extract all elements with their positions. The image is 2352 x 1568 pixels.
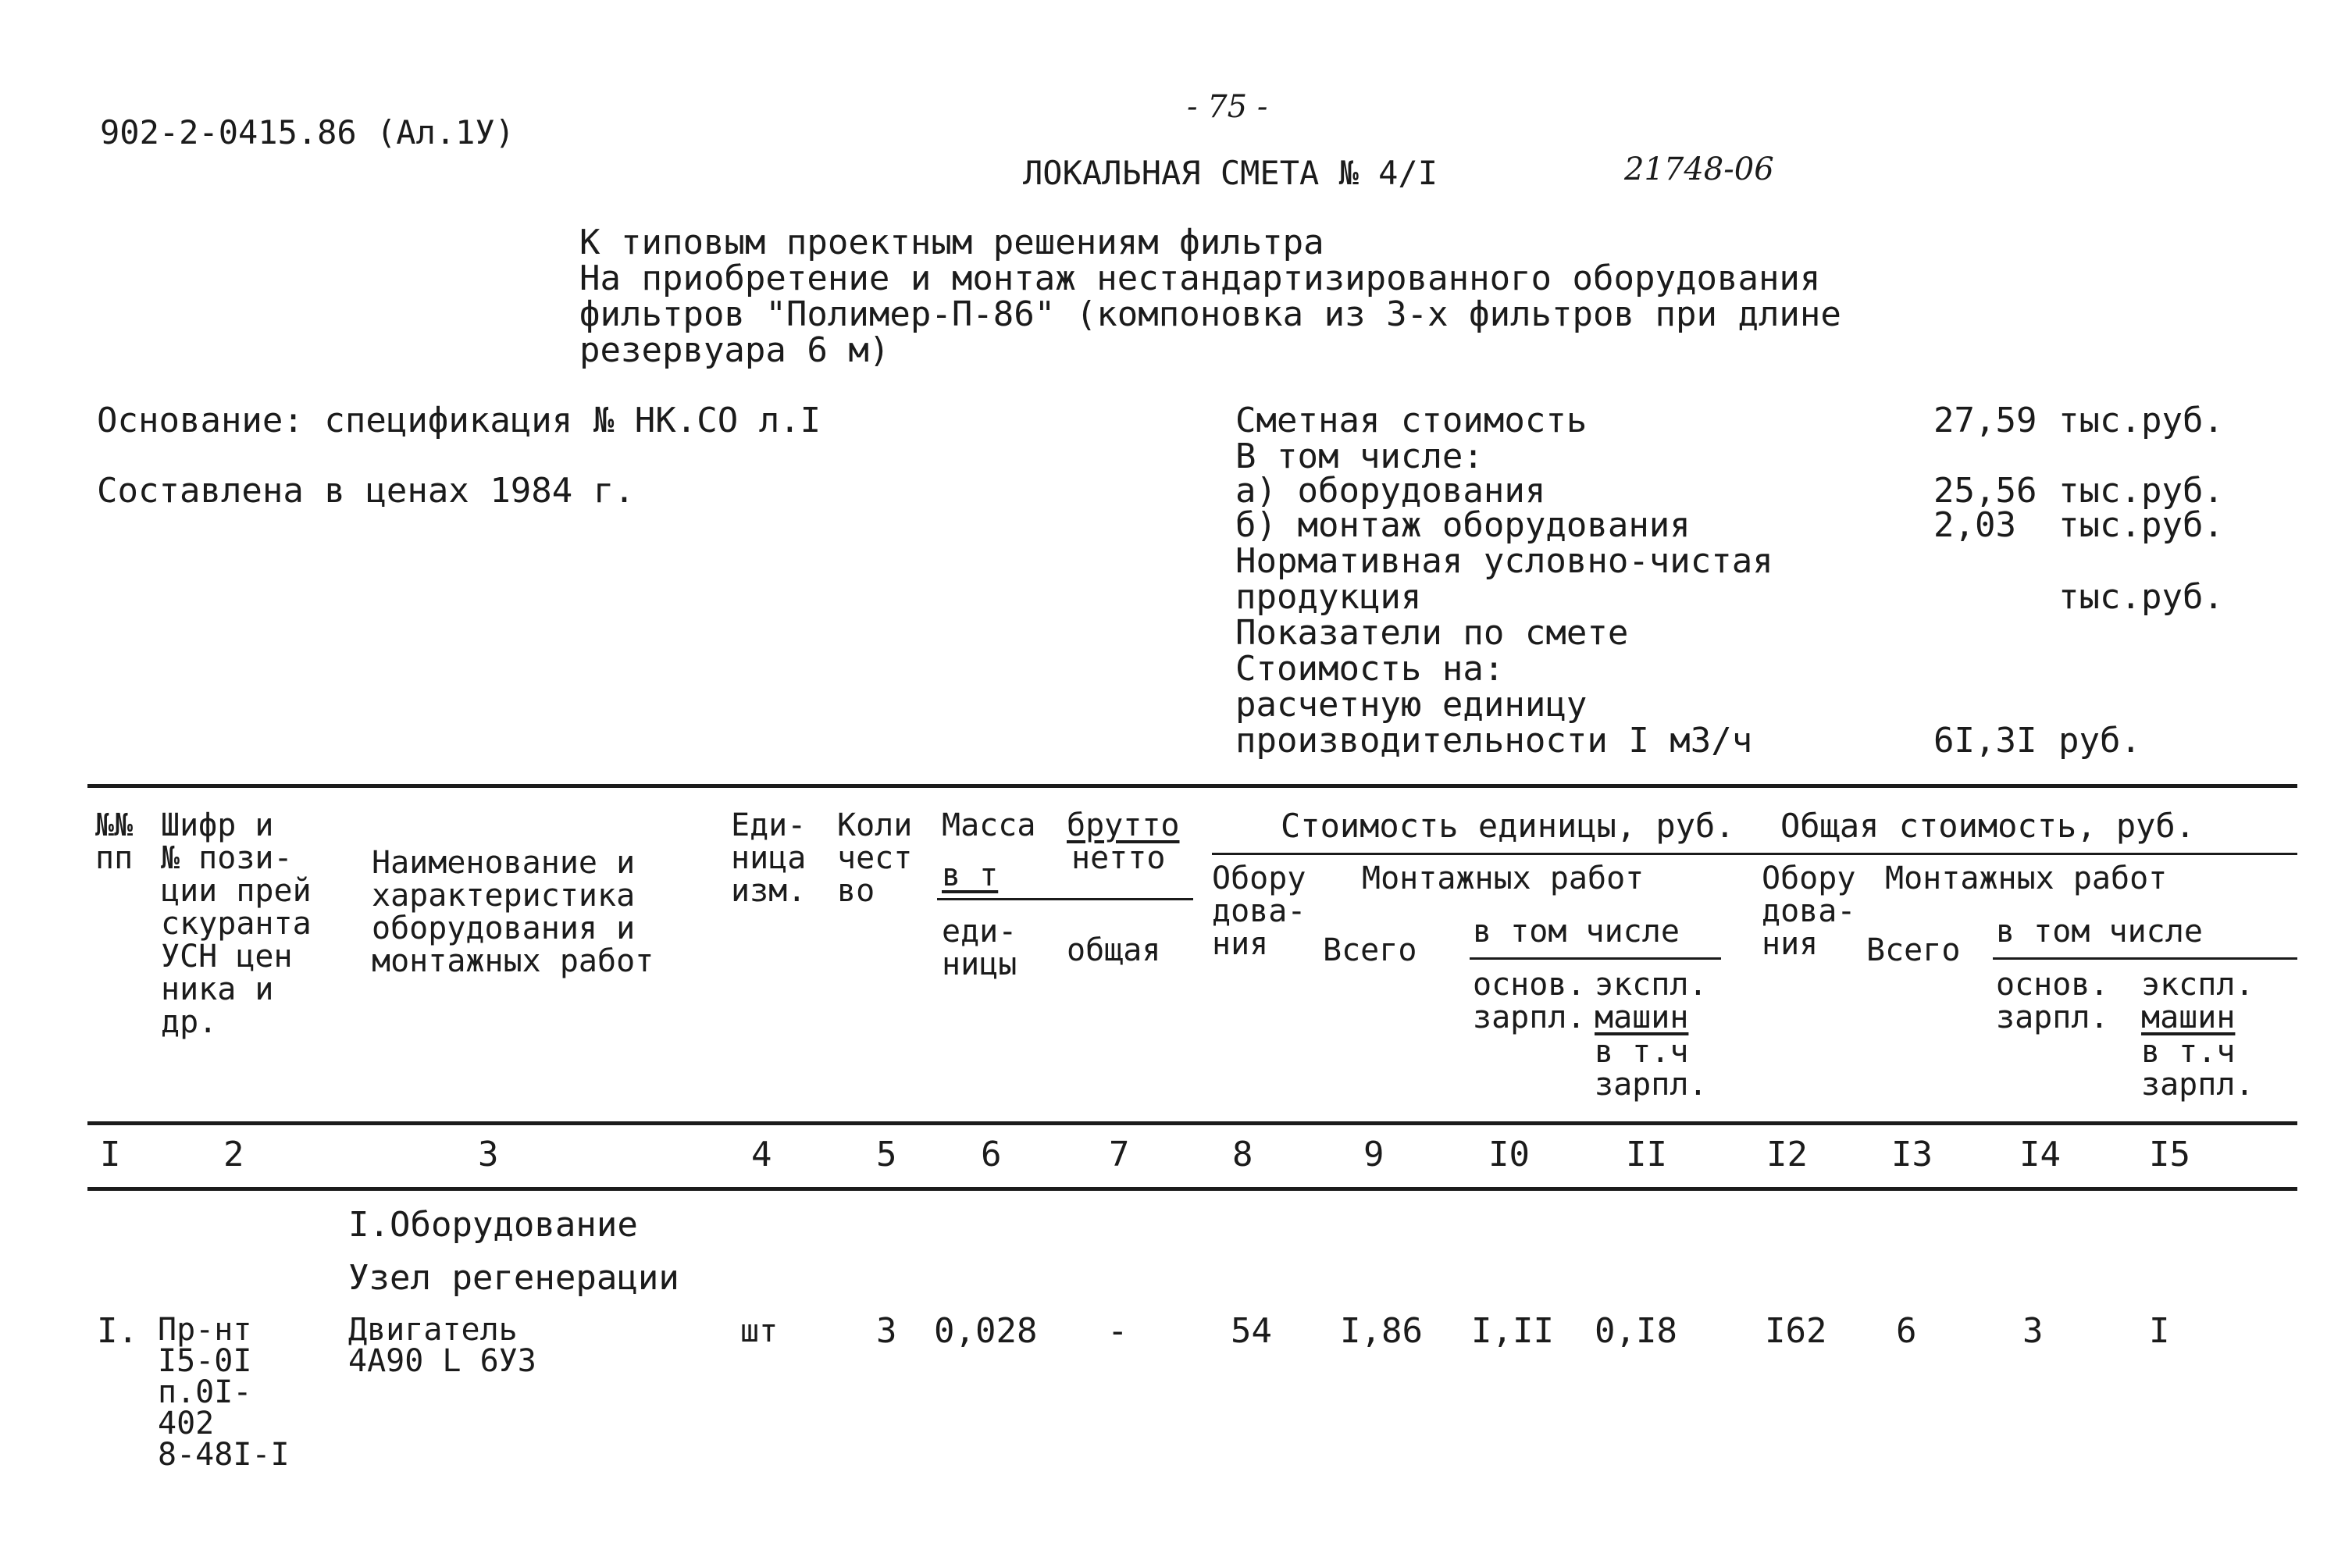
header-total-incl-salary-line1: в т.ч bbox=[2141, 1034, 2236, 1070]
productivity-label: производительности I м3/ч bbox=[1235, 721, 1753, 761]
row-total-machine-ops: I bbox=[2149, 1311, 2170, 1351]
header-total-base-salary-line2: зарпл. bbox=[1996, 1000, 2109, 1035]
normative-unit: тыс.руб. bbox=[2058, 577, 2224, 617]
column-number: 8 bbox=[1232, 1135, 1253, 1174]
row-unit-equipment: 54 bbox=[1231, 1311, 1272, 1351]
header-unit-equipment-line3: ния bbox=[1212, 926, 1269, 962]
header-col3-line4: монтажных работ bbox=[372, 943, 654, 979]
header-total-equipment-line1: Обору bbox=[1762, 861, 1856, 896]
column-numbers-top-rule bbox=[87, 1121, 2297, 1125]
row-total-equipment: I62 bbox=[1765, 1311, 1827, 1351]
handwritten-number: 21748-06 bbox=[1624, 151, 1774, 187]
header-col3-line2: характеристика bbox=[372, 878, 636, 914]
productivity-value: 6I,3I bbox=[1933, 721, 2037, 761]
estimated-cost-label: Сметная стоимость bbox=[1235, 401, 1588, 440]
row-code-line4: 402 bbox=[158, 1406, 215, 1441]
row-unit-base-salary: I,II bbox=[1471, 1311, 1554, 1351]
header-unit-machine-line1: экспл. bbox=[1595, 967, 1708, 1003]
row-code-line1: Пр-нт bbox=[158, 1312, 252, 1348]
installation-cost-value: 2,03 bbox=[1933, 505, 2016, 545]
normative-label-1: Нормативная условно-чистая bbox=[1235, 541, 1773, 581]
header-col2-line2: № пози- bbox=[161, 840, 293, 876]
equipment-cost-value: 25,56 bbox=[1933, 471, 2037, 511]
header-col2-line1: Шифр и bbox=[161, 807, 274, 843]
unit-calc-label: расчетную единицу bbox=[1235, 685, 1588, 725]
cost-title-rule bbox=[1212, 853, 2297, 855]
column-number: I3 bbox=[1891, 1135, 1933, 1174]
header-total-all: Всего bbox=[1866, 932, 1961, 968]
header-unit-installation: Монтажных работ bbox=[1362, 861, 1645, 896]
row-unit: шт bbox=[740, 1313, 779, 1349]
equipment-cost-unit: тыс.руб. bbox=[2058, 471, 2224, 511]
row-code-line5: 8-48I-I bbox=[158, 1437, 290, 1473]
section-regeneration-unit: Узел регенерации bbox=[348, 1258, 679, 1298]
column-number: 4 bbox=[751, 1135, 772, 1174]
document-code: 902-2-0415.86 (Ал.1У) bbox=[100, 113, 515, 151]
column-number: I2 bbox=[1766, 1135, 1808, 1174]
header-col4-line2: ница bbox=[731, 840, 807, 876]
header-unit-including: в том числе bbox=[1473, 914, 1680, 950]
header-mass-in-tons: в т bbox=[942, 857, 999, 893]
normative-label-2: продукция bbox=[1235, 577, 1422, 617]
header-unit-base-salary-line2: зарпл. bbox=[1473, 1000, 1586, 1035]
installation-cost-label: б) монтаж оборудования bbox=[1235, 505, 1691, 545]
column-number: I bbox=[100, 1135, 121, 1174]
header-total-installation: Монтажных работ bbox=[1885, 861, 2168, 896]
header-unit-base-salary-line1: основ. bbox=[1473, 967, 1586, 1003]
estimated-cost-unit: тыс.руб. bbox=[2058, 401, 2224, 440]
total-cost-including-rule bbox=[1993, 957, 2297, 960]
subtitle-line-4: резервуара 6 м) bbox=[579, 330, 890, 370]
header-unit-incl-salary-line1: в т.ч bbox=[1595, 1034, 1689, 1070]
header-col2-line5: УСН цен bbox=[161, 939, 293, 975]
estimated-cost-value: 27,59 bbox=[1933, 401, 2037, 440]
table-top-rule bbox=[87, 784, 2297, 788]
column-numbers-bottom-rule bbox=[87, 1187, 2297, 1191]
header-col3-line3: оборудования и bbox=[372, 911, 636, 946]
column-number: 5 bbox=[876, 1135, 897, 1174]
column-number: II bbox=[1626, 1135, 1667, 1174]
header-col2-line3: ции прей bbox=[161, 873, 312, 909]
header-unit-incl-salary-line2: зарпл. bbox=[1595, 1067, 1708, 1103]
header-total-incl-salary-line2: зарпл. bbox=[2141, 1067, 2254, 1103]
column-number: 6 bbox=[981, 1135, 1002, 1174]
header-total-equipment-line3: ния bbox=[1762, 926, 1819, 962]
subtitle-line-1: К типовым проектным решениям фильтра bbox=[579, 223, 1324, 262]
header-total-cost-title: Общая стоимость, руб. bbox=[1780, 807, 2196, 845]
column-number: 3 bbox=[478, 1135, 499, 1174]
header-unit-equipment-line2: дова- bbox=[1212, 893, 1306, 929]
basis-prices-year: Составлена в ценах 1984 г. bbox=[97, 471, 635, 511]
column-number: I5 bbox=[2149, 1135, 2190, 1174]
header-col2-line4: скуранта bbox=[161, 906, 312, 942]
subtitle-line-2: На приобретение и монтаж нестандартизированного оборудования bbox=[579, 258, 1821, 298]
productivity-unit: руб. bbox=[2058, 721, 2141, 761]
column-number: 2 bbox=[223, 1135, 244, 1174]
row-mass-total: - bbox=[1107, 1311, 1128, 1351]
header-unit-machine-line2: машин bbox=[1595, 1000, 1689, 1035]
row-code-line2: I5-0I bbox=[158, 1343, 252, 1379]
column-number: I0 bbox=[1488, 1135, 1530, 1174]
row-total-base-salary: 3 bbox=[2022, 1311, 2044, 1351]
header-col2-line6: ника и bbox=[161, 971, 274, 1007]
header-col5-line3: во bbox=[837, 873, 875, 909]
row-mass-unit: 0,028 bbox=[934, 1311, 1038, 1351]
header-unit-all: Всего bbox=[1323, 932, 1417, 968]
header-total-machine-line2: машин bbox=[2141, 1000, 2236, 1035]
header-mass-brutto: брутто bbox=[1067, 807, 1180, 843]
header-col3-line1: Наименование и bbox=[372, 845, 636, 881]
header-mass-title: Масса bbox=[942, 807, 1036, 843]
document-title: ЛОКАЛЬНАЯ СМЕТА № 4/I bbox=[1023, 154, 1438, 192]
section-equipment: I.Оборудование bbox=[348, 1205, 638, 1245]
header-total-base-salary-line1: основ. bbox=[1996, 967, 2109, 1003]
row-total-installation-all: 6 bbox=[1896, 1311, 1917, 1351]
indicators-label: Показатели по смете bbox=[1235, 613, 1629, 653]
unit-cost-including-rule bbox=[1470, 957, 1721, 960]
subtitle-line-3: фильтров "Полимер-П-86" (компоновка из 3-х фильтров при длине bbox=[579, 294, 1841, 334]
row-number: I. bbox=[97, 1311, 138, 1351]
header-mass-unit-line2: ницы bbox=[942, 946, 1017, 982]
equipment-cost-label: а) оборудования bbox=[1235, 471, 1546, 511]
header-col1-line1: №№ bbox=[95, 807, 134, 843]
header-mass-netto: нетто bbox=[1071, 840, 1166, 876]
header-col2-line7: др. bbox=[161, 1004, 218, 1040]
header-col4-line3: изм. bbox=[731, 873, 807, 909]
header-col4-line1: Еди- bbox=[731, 807, 807, 843]
header-col5-line1: Коли bbox=[837, 807, 913, 843]
row-unit-machine-ops: 0,I8 bbox=[1595, 1311, 1677, 1351]
header-unit-cost-title: Стоимость единицы, руб. bbox=[1281, 807, 1735, 845]
basis-specification: Основание: спецификация № НК.СО л.I bbox=[97, 401, 821, 440]
cost-for-label: Стоимость на: bbox=[1235, 649, 1505, 689]
row-code-line3: п.0I- bbox=[158, 1374, 252, 1410]
header-mass-total: общая bbox=[1067, 932, 1161, 968]
header-total-machine-line1: экспл. bbox=[2141, 967, 2254, 1003]
header-total-including: в том числе bbox=[1996, 914, 2203, 950]
header-col5-line2: чест bbox=[837, 840, 913, 876]
column-number: 9 bbox=[1363, 1135, 1384, 1174]
row-name-line1: Двигатель bbox=[348, 1312, 518, 1348]
header-mass-unit-line1: еди- bbox=[942, 914, 1017, 950]
header-col1-line2: пп bbox=[95, 840, 134, 876]
header-total-equipment-line2: дова- bbox=[1762, 893, 1856, 929]
column-number: 7 bbox=[1109, 1135, 1130, 1174]
installation-cost-unit: тыс.руб. bbox=[2058, 505, 2224, 545]
header-unit-equipment-line1: Обору bbox=[1212, 861, 1306, 896]
row-unit-installation-all: I,86 bbox=[1340, 1311, 1423, 1351]
column-number: I4 bbox=[2019, 1135, 2061, 1174]
page-number: - 75 - bbox=[1187, 89, 1268, 125]
row-name-line2: 4А90 L 6У3 bbox=[348, 1343, 536, 1379]
row-quantity: 3 bbox=[876, 1311, 897, 1351]
mass-divider-rule bbox=[937, 898, 1193, 900]
including-label: В том числе: bbox=[1235, 437, 1484, 476]
